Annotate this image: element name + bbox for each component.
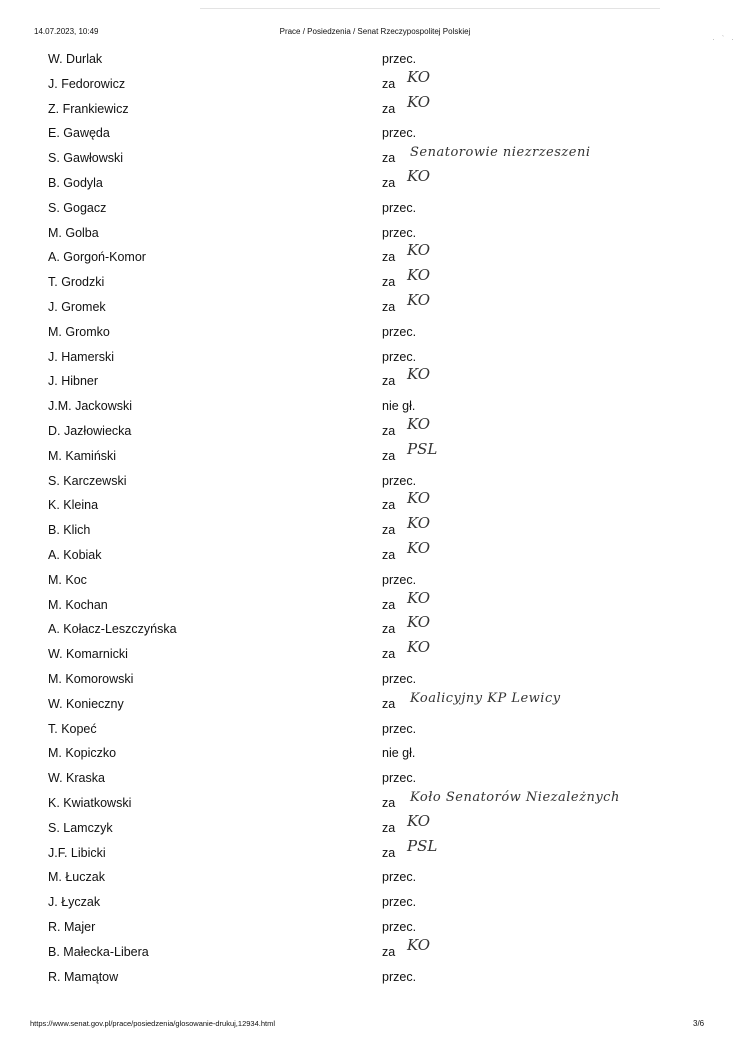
table-row [0,199,750,223]
senator-name: J.F. Libicki [48,845,106,860]
senator-name: A. Kobiak [48,548,102,562]
vote-value: przec. [382,52,417,66]
vote-value: za [382,647,396,662]
vote-value: za [382,300,396,314]
table-row [0,348,750,372]
vote-value: przec. [382,870,417,885]
senator-name: S. Karczewski [48,473,127,488]
corner-marks: · ˋ · [712,34,736,44]
table-row [0,720,750,744]
handwritten-note: KO [407,514,431,533]
table-row [0,571,750,595]
table-row [0,472,750,496]
handwritten-note: KO [407,811,431,830]
senator-name: W. Komarnicki [48,647,128,662]
handwritten-note: KO [407,266,431,285]
senator-name: J. Fedorowicz [48,76,126,91]
senator-name: J. Hibner [48,374,99,389]
table-row [0,439,750,471]
table-row [0,224,750,248]
table-row [0,397,750,421]
senator-name: J. Gromek [48,300,106,314]
table-row [0,489,750,520]
page-number: 3/6 [693,1019,705,1028]
vote-value: za [382,796,396,810]
vote-value: przec. [382,324,417,339]
table-row [0,291,750,322]
senator-name: S. Lamczyk [48,820,113,835]
senator-name: T. Kopeć [48,721,97,736]
table-row [0,167,750,198]
senator-name: T. Grodzki [48,275,105,290]
vote-value: przec. [382,672,417,686]
handwritten-note: PSL [407,836,438,855]
senator-name: S. Gogacz [48,200,107,215]
table-row [0,744,750,768]
senator-name: M. Kochan [48,597,108,612]
senator-name: J.M. Jackowski [48,399,133,414]
table-row [0,790,750,818]
vote-value: za [382,622,396,637]
vote-value: za [382,696,396,711]
senator-name: M. Gromko [48,324,110,339]
senator-name: M. Kamiński [48,448,117,463]
handwritten-note: KO [407,241,431,260]
table-row [0,365,750,396]
vote-value: przec. [382,225,417,240]
vote-value: przec. [382,920,417,934]
table-row [0,539,750,570]
table-row [0,690,750,719]
senator-name: K. Kwiatkowski [48,796,132,810]
vote-value: przec. [382,572,417,587]
vote-value: za [382,845,396,860]
vote-value: przec. [382,969,417,984]
print-datetime: 14.07.2023, 10:49 [34,27,99,36]
senator-name: B. Godyla [48,176,103,190]
table-row [0,266,750,297]
senator-name: R. Mamątow [48,969,119,984]
senator-name: R. Majer [48,920,96,934]
vote-value: przec. [382,349,417,364]
senator-name: M. Koc [48,572,87,587]
senator-name: B. Klich [48,523,91,538]
vote-value: za [382,523,396,538]
vote-value: za [382,76,396,91]
vote-value: za [382,944,396,959]
vote-value: przec. [382,771,417,786]
table-row [0,92,750,124]
handwritten-note: Koło Senatorów Niezależnych [410,790,620,805]
table-row [0,670,750,694]
senator-name: J. Hamerski [48,349,114,364]
table-row [0,811,750,843]
handwritten-note: KO [407,92,431,111]
table-row [0,145,750,173]
vote-value: za [382,275,396,290]
table-row [0,613,750,644]
vote-value: za [382,498,396,513]
handwritten-note: KO [407,291,431,309]
handwritten-note: KO [407,67,431,86]
table-row [0,241,750,272]
vote-value: za [382,151,396,166]
vote-value: za [382,597,396,612]
senator-name: M. Golba [48,225,99,240]
vote-value: za [382,548,396,562]
handwritten-note: KO [407,638,431,657]
handwritten-note: KO [407,489,431,508]
senator-name: A. Kołacz-Leszczyńska [48,622,177,637]
senator-name: K. Kleina [48,498,99,513]
senator-name: Z. Frankiewicz [48,101,129,116]
table-row [0,836,750,868]
table-row [0,769,750,793]
vote-value: przec. [382,895,417,910]
senator-name: M. Kopiczko [48,746,117,761]
vote-value: przec. [382,473,417,488]
senator-name: J. Łyczak [48,895,101,910]
senator-name: B. Małecka-Libera [48,944,149,959]
table-row [0,323,750,347]
table-row [0,124,750,148]
handwritten-note: KO [407,613,431,632]
table-row [0,588,750,620]
table-row [0,67,750,99]
handwritten-note: KO [407,935,431,954]
table-row [0,50,750,74]
table-row [0,868,750,892]
vote-value: za [382,820,396,835]
vote-value: za [382,250,396,265]
table-row [0,514,750,545]
handwritten-note: KO [407,588,431,607]
vote-value: za [382,101,396,116]
vote-value: nie gł. [382,399,416,414]
senator-name: D. Jazłowiecka [48,424,132,438]
senator-name: E. Gawęda [48,126,110,141]
vote-value: za [382,176,396,190]
table-row [0,935,750,967]
senator-name: W. Durlak [48,52,103,66]
footer-url[interactable]: https://www.senat.gov.pl/prace/posiedzenia/glosowanie-drukuj,12934.html [30,1019,276,1028]
senator-name: W. Kraska [48,771,105,786]
table-row [0,968,750,992]
vote-value: nie gł. [382,746,416,761]
handwritten-note: KO [407,415,431,433]
handwritten-note: Koalicyjny KP Lewicy [410,690,561,706]
vote-value: przec. [382,721,417,736]
table-row [0,893,750,917]
senator-name: M. Łuczak [48,870,105,885]
top-rule [200,8,660,9]
vote-value: za [382,374,396,389]
vote-value: za [382,448,396,463]
senator-name: S. Gawłowski [48,151,124,166]
senator-name: A. Gorgoń-Komor [48,250,146,265]
page-title: Prace / Posiedzenia / Senat Rzeczypospolitej Polskiej [279,27,471,36]
senator-name: M. Komorowski [48,672,134,686]
vote-value: za [382,424,396,438]
handwritten-note: KO [407,365,431,384]
vote-value: przec. [382,126,417,141]
table-row [0,415,750,446]
handwritten-note: PSL [407,439,438,458]
table-row [0,918,750,942]
handwritten-note: KO [407,539,431,557]
senator-name: W. Konieczny [48,696,124,711]
handwritten-note: KO [407,167,431,185]
table-row [0,638,750,669]
handwritten-note: Senatorowie niezrzeszeni [410,145,591,161]
vote-value: przec. [382,200,417,215]
